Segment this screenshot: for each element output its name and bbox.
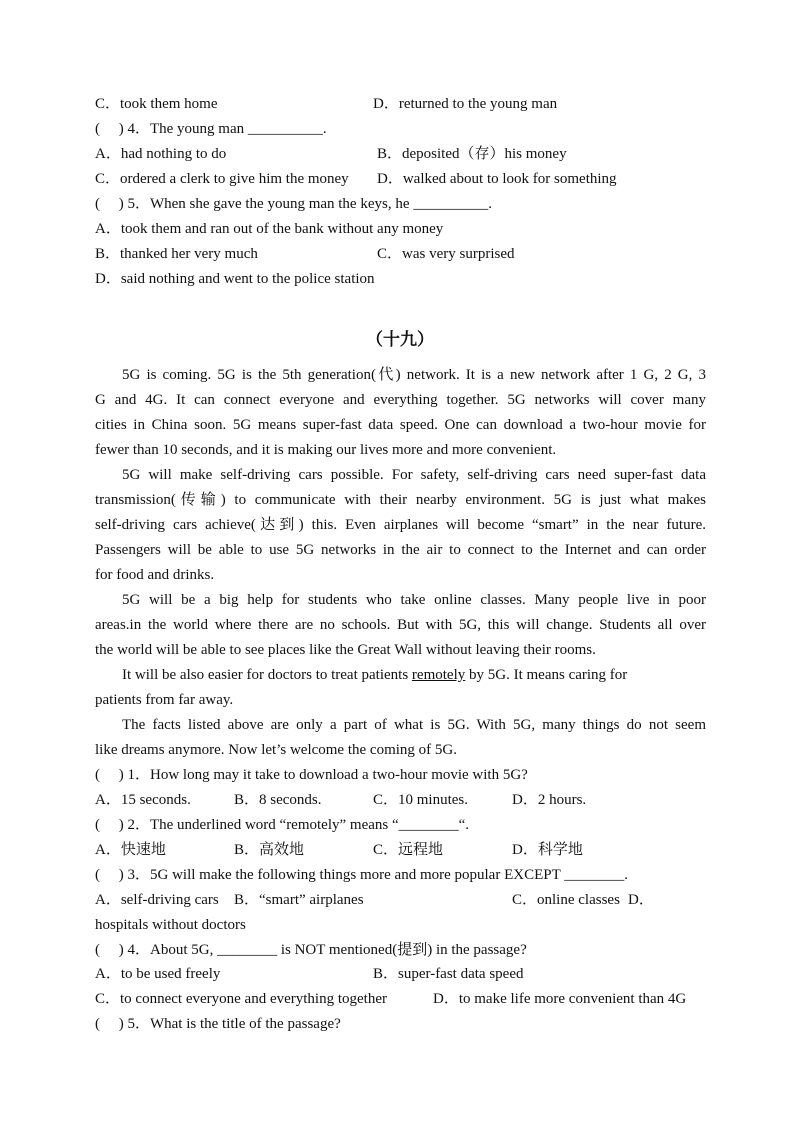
prev-q4-stem: ( ) 4．The young man __________. bbox=[95, 121, 327, 137]
paragraph-3-line-3: the world will be able to see places like the Great Wall without leaving their rooms. bbox=[95, 642, 596, 658]
question-1-option-d: D．2 hours. bbox=[512, 792, 587, 808]
question-3-stem: ( ) 3．5G will make the following things more and more popular EXCEPT ________. bbox=[95, 867, 628, 883]
prev-q3-option-c: C．took them home bbox=[95, 96, 218, 112]
underlined-word: remotely bbox=[411, 667, 466, 683]
paragraph-3-line-2: areas.in the world where there are no schools. But with 5G, this will change. Students all over bbox=[95, 617, 706, 633]
paragraph-2-line-4: Passengers will be able to use 5G networks in the air to connect to the Internet and can order bbox=[95, 542, 706, 558]
paragraph-1-line-4: fewer than 10 seconds, and it is making our lives more and more convenient. bbox=[95, 442, 557, 458]
prev-q5-option-a: A．took them and ran out of the bank without any money bbox=[95, 221, 444, 237]
question-4-stem: ( ) 4．About 5G, ________ is NOT mentioned(提到) in the passage? bbox=[95, 942, 527, 958]
paragraph-2-line-3: self-driving cars achieve(达到) this. Even airplanes will become “smart” in the near future. bbox=[95, 517, 706, 533]
question-1-stem: ( ) 1．How long may it take to download a two-hour movie with 5G? bbox=[95, 767, 528, 783]
question-4-option-d: D．to make life more convenient than 4G bbox=[433, 991, 687, 1007]
question-1-option-a: A．15 seconds. bbox=[95, 792, 191, 808]
paragraph-4-text-before: It will be also easier for doctors to treat patients bbox=[122, 667, 412, 683]
paragraph-5-line-2: like dreams anymore. Now let’s welcome the coming of 5G. bbox=[95, 742, 457, 758]
paragraph-3-line-1: 5G will be a big help for students who take online classes. Many people live in poor bbox=[122, 592, 706, 608]
paragraph-1-line-3: cities in China soon. 5G means super-fast data speed. One can download a two-hour movie for bbox=[95, 417, 706, 433]
paragraph-4-text-after: by 5G. It means caring for bbox=[465, 667, 628, 683]
prev-q5-option-b: B．thanked her very much bbox=[95, 246, 258, 262]
paragraph-4-line-2: patients from far away. bbox=[95, 692, 234, 708]
paragraph-2-line-5: for food and drinks. bbox=[95, 567, 215, 583]
question-3-option-c: C．online classes bbox=[512, 892, 620, 908]
paragraph-2-line-2: transmission(传输) to communicate with their nearby environment. 5G is just what makes bbox=[95, 492, 706, 508]
prev-q4-option-c: C．ordered a clerk to give him the money bbox=[95, 171, 349, 187]
prev-q4-option-a: A．had nothing to do bbox=[95, 146, 227, 162]
paragraph-2-line-1: 5G will make self-driving cars possible. For safety, self-driving cars need super-fast data bbox=[122, 467, 706, 483]
prev-q4-option-d: D．walked about to look for something bbox=[377, 171, 617, 187]
prev-q5-stem: ( ) 5．When she gave the young man the keys, he __________. bbox=[95, 196, 492, 212]
paragraph-4-line-1 bbox=[122, 665, 627, 685]
question-2-option-c: C．远程地 bbox=[373, 842, 444, 858]
question-3-option-a: A．self-driving cars bbox=[95, 892, 219, 908]
question-3-option-b: B．“smart” airplanes bbox=[234, 892, 364, 908]
question-4-option-b: B．super-fast data speed bbox=[373, 966, 524, 982]
question-1-option-b: B．8 seconds. bbox=[234, 792, 322, 808]
prev-q5-option-c: C．was very surprised bbox=[377, 246, 515, 262]
question-2-option-b: B．高效地 bbox=[234, 842, 305, 858]
prev-q3-option-d: D．returned to the young man bbox=[373, 96, 558, 112]
prev-q5-option-d: D．said nothing and went to the police station bbox=[95, 271, 375, 287]
question-2-option-d: D．科学地 bbox=[512, 842, 583, 858]
question-3-option-d-label: D． bbox=[628, 892, 654, 908]
question-4-option-a: A．to be used freely bbox=[95, 966, 221, 982]
section-title: （十九） bbox=[366, 330, 434, 349]
question-1-option-c: C．10 minutes. bbox=[373, 792, 469, 808]
question-2-option-a: A．快速地 bbox=[95, 842, 166, 858]
question-2-stem: ( ) 2．The underlined word “remotely” means “________“. bbox=[95, 817, 470, 833]
paragraph-1-line-1: 5G is coming. 5G is the 5th generation(代) network. It is a new network after 1 G, 2 G, 3 bbox=[122, 367, 706, 383]
question-5-stem: ( ) 5．What is the title of the passage? bbox=[95, 1016, 341, 1032]
paragraph-1-line-2: G and 4G. It can connect everyone and everything together. 5G networks will cover many bbox=[95, 392, 706, 408]
question-3-option-d-text: hospitals without doctors bbox=[95, 917, 246, 933]
prev-q4-option-b: B．deposited（存）his money bbox=[377, 146, 567, 162]
question-4-option-c: C．to connect everyone and everything together bbox=[95, 991, 387, 1007]
paragraph-5-line-1: The facts listed above are only a part of what is 5G. With 5G, many things do not seem bbox=[122, 717, 706, 733]
